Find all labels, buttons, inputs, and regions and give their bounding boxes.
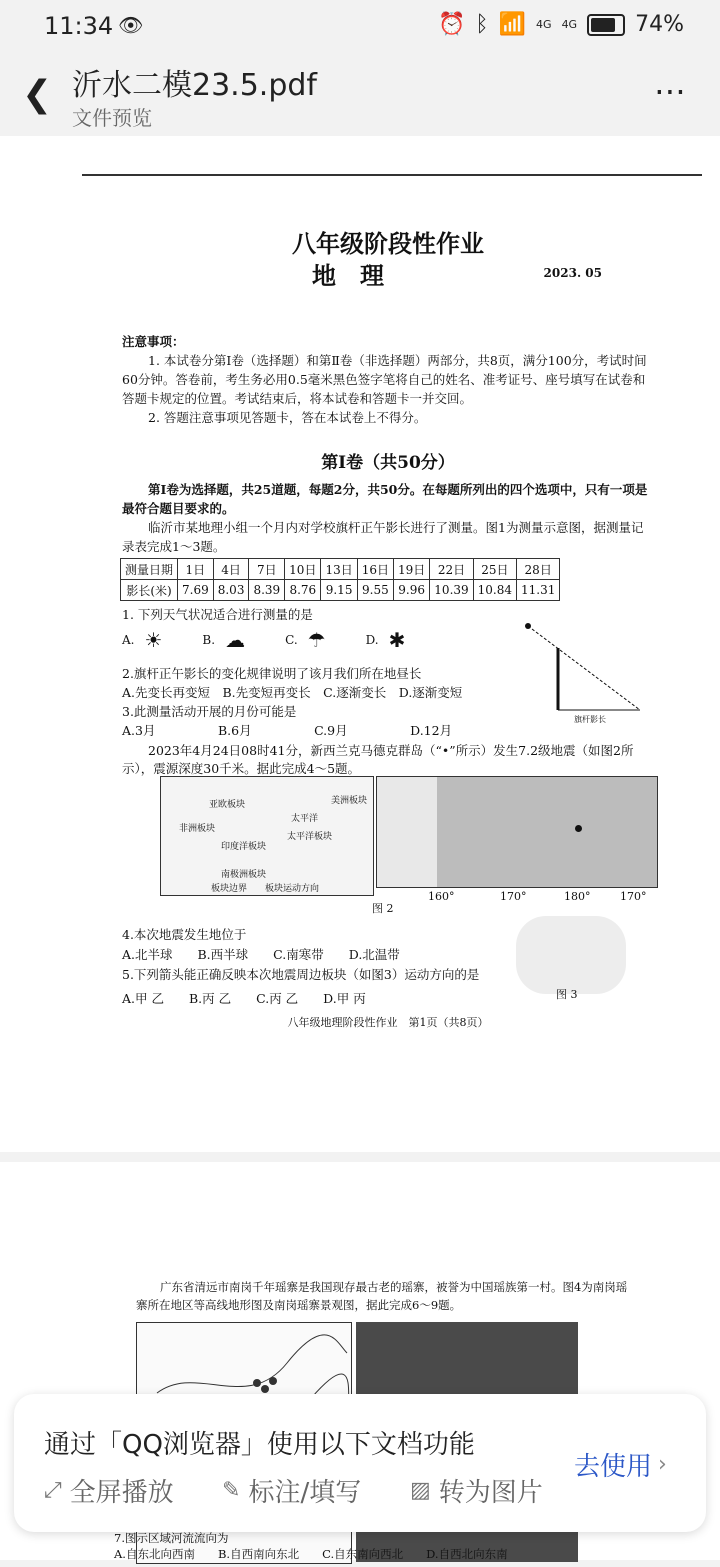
table-cell: 11.31 — [517, 580, 560, 601]
note-1: 1. 本试卷分第Ⅰ卷（选择题）和第Ⅱ卷（非选择题）两部分，共8页，满分100分，考试时间60分钟。答卷前，考生务必用0.5毫米黑色签字笔将自己的姓名、准考证号、座号填写在试卷和答题卡规定的位置。考试结束后，将本试卷和答题卡一并交回。 — [122, 353, 647, 406]
map-label: 南极洲板块 — [221, 870, 267, 880]
table-cell: 7日 — [249, 559, 285, 580]
section-heading: 第Ⅰ卷（共50分） — [321, 453, 455, 473]
shadow-label: 旗杆影长 — [574, 715, 606, 724]
feature-label: 转为图片 — [438, 1478, 543, 1508]
rain-icon: ☂ — [307, 628, 326, 652]
land-shape — [377, 777, 437, 887]
chevron-right-icon: › — [658, 1452, 667, 1477]
feature-to-image[interactable] — [410, 1472, 543, 1509]
table-cell: 影长(米) — [121, 580, 178, 601]
document-page-1 — [0, 136, 720, 1152]
file-title: 沂水二模23.5.pdf — [72, 68, 317, 103]
wifi-icon: 📶 — [498, 12, 527, 37]
file-subtitle: 文件预览 — [72, 106, 152, 130]
map-label: 非洲板块 — [179, 824, 216, 834]
feature-label: 标注/填写 — [248, 1478, 362, 1508]
epicenter-dot — [575, 825, 582, 832]
intro — [122, 480, 654, 556]
figure-3 — [516, 916, 626, 994]
weather-options — [122, 628, 405, 652]
question-5: 5.下列箭头能正确反映本次地震周边板块（如图3）运动方向的是 — [122, 967, 480, 982]
question-2: 2.旗杆正午影长的变化规律说明了该月我们所在地昼长 — [122, 666, 422, 681]
table-cell: 28日 — [517, 559, 560, 580]
doc-date: 2023. 05 — [543, 266, 602, 280]
battery-icon — [587, 14, 625, 36]
fullscreen-icon: ⤢ — [44, 1478, 62, 1503]
status-icons — [438, 12, 684, 37]
earthquake-intro: 2023年4月24日08时41分，新西兰克马德克群岛（“•”所示）发生7.2级地震（如图2所示），震源深度30千米。据此完成4～5题。 — [122, 743, 634, 776]
question-4-options: A.北半球 B.西半球 C.南寒带 D.北温带 — [122, 947, 400, 962]
question-7-options: A.自东北向西南 B.自西南向东北 C.自东南向西北 D.自西北向东南 — [114, 1547, 508, 1561]
more-options-icon[interactable]: ⋯ — [654, 72, 686, 110]
map-label: 亚欧板块 — [209, 800, 246, 810]
table-cell: 25日 — [473, 559, 516, 580]
note-2: 2. 答题注意事项见答题卡，答在本试卷上不得分。 — [148, 410, 427, 425]
table-cell: 13日 — [321, 559, 357, 580]
map-label: 太平洋板块 — [287, 832, 333, 842]
doc-subject: 地 理 — [312, 261, 384, 290]
table-cell: 1日 — [178, 559, 214, 580]
feature-annotate[interactable] — [222, 1472, 361, 1509]
long-label: 180° — [564, 890, 591, 903]
option-label: B. — [202, 633, 216, 647]
notes-heading: 注意事项： — [122, 334, 185, 349]
table-cell: 22日 — [430, 559, 473, 580]
table-cell: 8.39 — [249, 580, 285, 601]
long-label: 160° — [428, 890, 455, 903]
figure-1 — [518, 620, 648, 730]
top-rule — [82, 174, 702, 176]
page2-intro: 广东省清远市南岗千年瑶寨是我国现存最古老的瑶寨，被誉为中国瑶族第一村。图4为南岗瑶寨所在地区等高线地形图及南岗瑶寨景观图，据此完成6～9题。 — [136, 1280, 628, 1312]
table-cell: 7.69 — [178, 580, 214, 601]
sun-icon: ☀ — [144, 628, 163, 652]
go-use-label: 去使用 — [574, 1452, 653, 1482]
cloud-icon: ☁ — [225, 628, 246, 652]
table-row — [121, 559, 560, 580]
page2-questions — [114, 1530, 508, 1562]
qq-browser-banner — [14, 1394, 706, 1532]
bluetooth-icon: ᛒ — [475, 12, 489, 37]
feature-fullscreen[interactable] — [44, 1472, 174, 1509]
map-legend: 板块边界 板块运动方向 — [211, 884, 320, 894]
app-header — [0, 52, 720, 136]
world-plate-map — [160, 776, 374, 896]
snow-icon: ✱ — [388, 628, 406, 652]
map-label: 印度洋板块 — [221, 842, 267, 852]
table-row — [121, 580, 560, 601]
long-label: 170° — [500, 890, 527, 903]
table-cell: 4日 — [213, 559, 249, 580]
figure-3-caption: 图 3 — [556, 988, 578, 1001]
figure-2-caption: 图 2 — [372, 902, 394, 915]
go-use-button[interactable] — [574, 1446, 667, 1483]
table-cell: 8.03 — [213, 580, 249, 601]
map-label: 美洲板块 — [331, 796, 368, 806]
table-cell: 8.76 — [285, 580, 321, 601]
question-2-options: A.先变长再变短 B.先变短再变长 C.逐渐变长 D.逐渐变短 — [122, 685, 463, 700]
regional-map — [376, 776, 658, 888]
network-label-2: 4G — [561, 18, 578, 31]
intro-1: 第Ⅰ卷为选择题，共25道题，每题2分，共50分。在每题所列出的四个选项中，只有一项是最符合题目要求的。 — [122, 482, 648, 516]
option-label: D. — [365, 633, 379, 647]
table-cell: 9.15 — [321, 580, 357, 601]
table-cell: 9.55 — [357, 580, 393, 601]
alarm-icon: ⏰ — [438, 12, 466, 37]
intro-2: 临沂市某地理小组一个月内对学校旗杆正午影长进行了测量。图1为测量示意图，据测量记录表完成1～3题。 — [122, 520, 644, 554]
battery-percent: 74% — [635, 12, 684, 37]
feature-label: 全屏播放 — [69, 1478, 174, 1508]
edit-icon: ✎ — [222, 1478, 241, 1503]
question-5-options: A.甲 乙 B.丙 乙 C.丙 乙 D.甲 丙 — [122, 991, 366, 1006]
page-footer: 八年级地理阶段性作业 第1页（共8页） — [287, 1016, 489, 1029]
banner-message: 通过「QQ浏览器」使用以下文档功能 — [44, 1430, 475, 1460]
clock: 11:34 — [44, 12, 114, 40]
question-1: 1. 下列天气状况适合进行测量的是 — [122, 607, 313, 622]
map-label: 太平洋 — [291, 814, 319, 824]
table-cell: 9.96 — [394, 580, 430, 601]
table-cell: 10.39 — [430, 580, 473, 601]
table-cell: 16日 — [357, 559, 393, 580]
table-cell: 测量日期 — [121, 559, 178, 580]
question-7: 7.图示区域河流流向为 — [114, 1531, 229, 1545]
question-3: 3.此测量活动开展的月份可能是 — [122, 704, 297, 719]
notes — [122, 332, 654, 427]
question-3-options: A.3月 B.6月 C.9月 D.12月 — [122, 723, 453, 738]
option-label: A. — [122, 633, 135, 647]
table-cell: 10.84 — [473, 580, 516, 601]
table-cell: 19日 — [394, 559, 430, 580]
question-4: 4.本次地震发生地位于 — [122, 927, 247, 942]
option-label: C. — [285, 633, 298, 647]
measurement-table — [120, 558, 560, 601]
doc-title: 八年级阶段性作业 — [292, 229, 484, 258]
long-label: 170° — [620, 890, 647, 903]
table-cell: 10日 — [285, 559, 321, 580]
scanned-page — [118, 220, 658, 1090]
network-label-1: 4G — [536, 18, 552, 31]
eye-icon: 👁 — [118, 13, 144, 37]
image-icon: ▨ — [410, 1478, 431, 1503]
back-arrow-icon[interactable]: ❮ — [22, 74, 53, 115]
status-bar — [0, 0, 720, 52]
